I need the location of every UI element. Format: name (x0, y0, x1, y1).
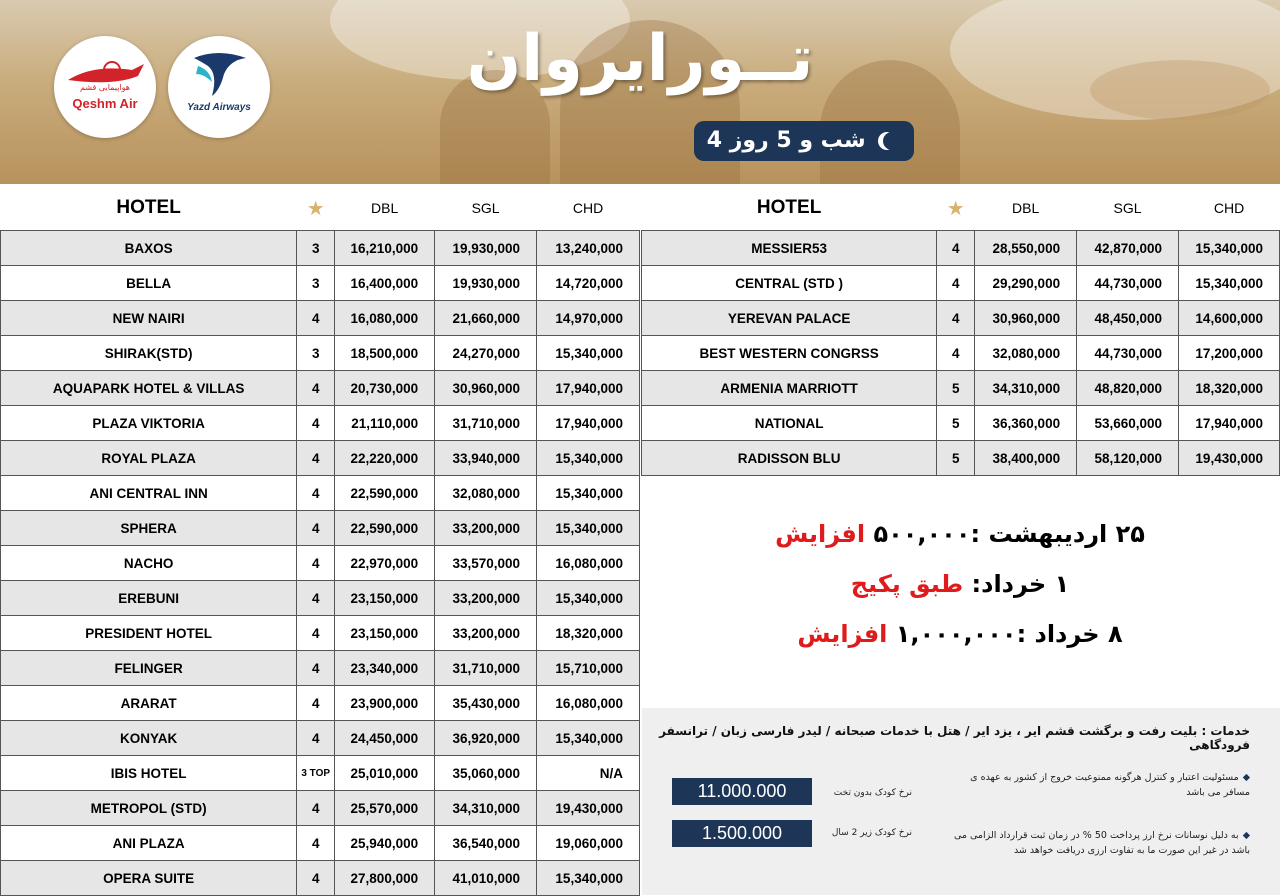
dbl-price-cell: 22,220,000 (335, 441, 435, 476)
hotel-name-cell: BAXOS (1, 231, 297, 266)
dbl-price-cell: 22,970,000 (335, 546, 435, 581)
hotel-name-cell: SPHERA (1, 511, 297, 546)
chd-price-cell: N/A (537, 756, 640, 791)
table-row (1, 266, 640, 301)
surcharge-tag: افزایش (775, 520, 866, 548)
star-rating-cell: 4 (937, 231, 975, 266)
star-rating-cell: 4 (297, 546, 335, 581)
hotel-name-cell: CENTRAL (STD ) (642, 266, 937, 301)
sgl-price-cell: 34,310,000 (435, 791, 537, 826)
surcharge-date: ۲۵ اردیبهشت : (970, 520, 1145, 548)
sgl-price-cell: 33,200,000 (435, 581, 537, 616)
duration-badge (694, 121, 914, 161)
hotel-rates-table-right (641, 186, 1280, 476)
column-header-sgl: SGL (435, 186, 537, 231)
star-rating-cell: 4 (297, 791, 335, 826)
star-rating-cell: 4 (297, 651, 335, 686)
hotel-rows-right (642, 231, 1280, 476)
sgl-price-cell: 36,920,000 (435, 721, 537, 756)
hotel-name-cell: ROYAL PLAZA (1, 441, 297, 476)
sgl-price-cell: 31,710,000 (435, 651, 537, 686)
star-rating-cell: 5 (937, 371, 975, 406)
table-row (1, 721, 640, 756)
disclaimer-item (950, 770, 1250, 800)
table-row (1, 301, 640, 336)
sgl-price-cell: 33,570,000 (435, 546, 537, 581)
star-rating-cell: 4 (937, 301, 975, 336)
sgl-price-cell: 21,660,000 (435, 301, 537, 336)
table-row (642, 336, 1280, 371)
chd-price-cell: 16,080,000 (537, 546, 640, 581)
dbl-price-cell: 25,940,000 (335, 826, 435, 861)
chd-price-cell: 15,340,000 (537, 581, 640, 616)
column-header-star (937, 186, 975, 231)
star-rating-cell: 5 (937, 406, 975, 441)
chd-price-cell: 19,430,000 (1179, 441, 1280, 476)
star-rating-cell: 4 (297, 616, 335, 651)
surcharge-line (660, 610, 1260, 660)
surcharge-line (660, 560, 1260, 610)
hotel-name-cell: RADISSON BLU (642, 441, 937, 476)
star-rating-cell: 4 (297, 371, 335, 406)
sgl-price-cell: 33,200,000 (435, 616, 537, 651)
column-header-sgl: SGL (1077, 186, 1179, 231)
dbl-price-cell: 16,400,000 (335, 266, 435, 301)
chd-price-cell: 15,340,000 (537, 721, 640, 756)
hotel-name-cell: NATIONAL (642, 406, 937, 441)
column-header-chd: CHD (1179, 186, 1280, 231)
star-rating-cell: 4 (937, 336, 975, 371)
sgl-price-cell: 41,010,000 (435, 861, 537, 896)
table-row (1, 441, 640, 476)
chd-price-cell: 17,940,000 (537, 406, 640, 441)
table-row (1, 756, 640, 791)
infant-price: 1.500.000 (672, 820, 812, 847)
footer-panel (642, 708, 1280, 895)
tour-title: تــورایروان (466, 22, 814, 96)
table-row (642, 231, 1280, 266)
sgl-price-cell: 30,960,000 (435, 371, 537, 406)
chd-price-cell: 13,240,000 (537, 231, 640, 266)
hotel-name-cell: OPERA SUITE (1, 861, 297, 896)
dbl-price-cell: 27,800,000 (335, 861, 435, 896)
chd-price-cell: 15,340,000 (1179, 231, 1280, 266)
dbl-price-cell: 25,010,000 (335, 756, 435, 791)
dbl-price-cell: 23,900,000 (335, 686, 435, 721)
star-rating-cell: 3 (297, 231, 335, 266)
surcharge-date: ۸ خرداد : (1016, 620, 1123, 648)
services-text: خدمات : بلیت رفت و برگشت قشم ایر ، یزد ایر / هتل با خدمات صبحانه / لیدر فارسی زبان / ترانسفر فرودگاهی (659, 724, 1250, 752)
chd-price-cell: 15,710,000 (537, 651, 640, 686)
chd-price-cell: 15,340,000 (537, 441, 640, 476)
sgl-price-cell: 48,450,000 (1077, 301, 1179, 336)
dbl-price-cell: 21,110,000 (335, 406, 435, 441)
chd-price-cell: 14,720,000 (537, 266, 640, 301)
hotel-name-cell: SHIRAK(STD) (1, 336, 297, 371)
chd-price-cell: 17,200,000 (1179, 336, 1280, 371)
sgl-price-cell: 58,120,000 (1077, 441, 1179, 476)
star-rating-cell: 4 (297, 861, 335, 896)
dbl-price-cell: 22,590,000 (335, 511, 435, 546)
column-header-dbl: DBL (975, 186, 1077, 231)
chd-price-cell: 19,430,000 (537, 791, 640, 826)
dbl-price-cell: 36,360,000 (975, 406, 1077, 441)
child-no-bed-price: 11.000.000 (672, 778, 812, 805)
qeshm-air-name-fa: هواپیمایی قشم (80, 83, 130, 92)
dbl-price-cell: 23,150,000 (335, 581, 435, 616)
chd-price-cell: 14,600,000 (1179, 301, 1280, 336)
sgl-price-cell: 42,870,000 (1077, 231, 1179, 266)
dbl-price-cell: 25,570,000 (335, 791, 435, 826)
sgl-price-cell: 53,660,000 (1077, 406, 1179, 441)
table-row (1, 371, 640, 406)
hotel-name-cell: BELLA (1, 266, 297, 301)
sgl-price-cell: 35,430,000 (435, 686, 537, 721)
chd-price-cell: 19,060,000 (537, 826, 640, 861)
chd-price-cell: 15,340,000 (537, 861, 640, 896)
chd-price-cell: 14,970,000 (537, 301, 640, 336)
table-row (1, 581, 640, 616)
sgl-price-cell: 36,540,000 (435, 826, 537, 861)
table-row (642, 266, 1280, 301)
surcharge-line (660, 510, 1260, 560)
star-rating-cell: 5 (937, 441, 975, 476)
infant-label: نرخ کودک زیر 2 سال (831, 828, 912, 838)
table-row (642, 406, 1280, 441)
sgl-price-cell: 24,270,000 (435, 336, 537, 371)
dbl-price-cell: 16,210,000 (335, 231, 435, 266)
duration-text: 4 شب و 5 روز (706, 128, 866, 153)
table-row (1, 686, 640, 721)
star-rating-cell: 4 (297, 686, 335, 721)
dbl-price-cell: 32,080,000 (975, 336, 1077, 371)
table-row (1, 791, 640, 826)
child-no-bed-label: نرخ کودک بدون تخت (833, 788, 912, 798)
chd-price-cell: 16,080,000 (537, 686, 640, 721)
hotel-rows-left (1, 231, 640, 896)
dbl-price-cell: 23,340,000 (335, 651, 435, 686)
table-row (1, 826, 640, 861)
hotel-name-cell: BEST WESTERN CONGRSS (642, 336, 937, 371)
column-header-star (297, 186, 335, 231)
sgl-price-cell: 33,940,000 (435, 441, 537, 476)
table-row (1, 406, 640, 441)
star-icon: ★ (306, 197, 325, 220)
surcharge-tag: افزایش (797, 620, 888, 648)
chd-price-cell: 15,340,000 (537, 476, 640, 511)
surcharge-amount: ۱,۰۰۰,۰۰۰ (887, 620, 1017, 648)
hotel-name-cell: YEREVAN PALACE (642, 301, 937, 336)
hotel-name-cell: PLAZA VIKTORIA (1, 406, 297, 441)
hotel-name-cell: ANI PLAZA (1, 826, 297, 861)
sgl-price-cell: 48,820,000 (1077, 371, 1179, 406)
hotel-name-cell: ARMENIA MARRIOTT (642, 371, 937, 406)
hotel-name-cell: MESSIER53 (642, 231, 937, 266)
chd-price-cell: 15,340,000 (1179, 266, 1280, 301)
surcharge-amount: ۵۰۰,۰۰۰ (865, 520, 971, 548)
sgl-price-cell: 44,730,000 (1077, 266, 1179, 301)
bullet-icon: ◆ (1242, 772, 1250, 783)
surcharge-notes (660, 510, 1260, 660)
qeshm-air-name: Qeshm Air (72, 96, 138, 111)
dbl-price-cell: 16,080,000 (335, 301, 435, 336)
dbl-price-cell: 20,730,000 (335, 371, 435, 406)
star-rating-cell: 4 (297, 441, 335, 476)
bullet-icon: ◆ (1242, 830, 1250, 841)
dbl-price-cell: 22,590,000 (335, 476, 435, 511)
column-header-dbl: DBL (335, 186, 435, 231)
header-banner (0, 0, 1280, 184)
table-row (642, 441, 1280, 476)
hotel-name-cell: IBIS HOTEL (1, 756, 297, 791)
star-rating-cell: 3 TOP (297, 756, 335, 791)
table-row (642, 301, 1280, 336)
surcharge-date: ۱ خرداد: (963, 570, 1070, 598)
sgl-price-cell: 19,930,000 (435, 266, 537, 301)
sgl-price-cell: 33,200,000 (435, 511, 537, 546)
hotel-name-cell: NACHO (1, 546, 297, 581)
yazd-airways-name: Yazd Airways (187, 102, 251, 113)
qeshm-air-logo (54, 36, 156, 138)
chd-price-cell: 18,320,000 (1179, 371, 1280, 406)
dbl-price-cell: 38,400,000 (975, 441, 1077, 476)
sgl-price-cell: 44,730,000 (1077, 336, 1179, 371)
hotel-name-cell: EREBUNI (1, 581, 297, 616)
sgl-price-cell: 32,080,000 (435, 476, 537, 511)
table-row (1, 336, 640, 371)
chd-price-cell: 18,320,000 (537, 616, 640, 651)
dbl-price-cell: 23,150,000 (335, 616, 435, 651)
star-rating-cell: 4 (297, 511, 335, 546)
star-rating-cell: 4 (937, 266, 975, 301)
table-row (1, 231, 640, 266)
star-rating-cell: 4 (297, 476, 335, 511)
dbl-price-cell: 24,450,000 (335, 721, 435, 756)
moon-icon (883, 132, 901, 150)
star-rating-cell: 3 (297, 336, 335, 371)
wing-icon (168, 44, 270, 104)
star-rating-cell: 3 (297, 266, 335, 301)
cloud-decoration (1090, 60, 1270, 120)
star-rating-cell: 4 (297, 301, 335, 336)
dbl-price-cell: 18,500,000 (335, 336, 435, 371)
chd-price-cell: 17,940,000 (537, 371, 640, 406)
hotel-name-cell: KONYAK (1, 721, 297, 756)
hotel-name-cell: ARARAT (1, 686, 297, 721)
table-row (1, 616, 640, 651)
table-row (1, 651, 640, 686)
hotel-name-cell: NEW NAIRI (1, 301, 297, 336)
disclaimer-item (950, 828, 1250, 858)
column-header-chd: CHD (537, 186, 640, 231)
column-header-hotel: HOTEL (1, 186, 297, 231)
star-rating-cell: 4 (297, 406, 335, 441)
yazd-airways-logo (168, 36, 270, 138)
chd-price-cell: 15,340,000 (537, 511, 640, 546)
chd-price-cell: 17,940,000 (1179, 406, 1280, 441)
hotel-name-cell: FELINGER (1, 651, 297, 686)
star-rating-cell: 4 (297, 826, 335, 861)
table-row (1, 546, 640, 581)
dbl-price-cell: 34,310,000 (975, 371, 1077, 406)
table-row (1, 511, 640, 546)
hotel-name-cell: METROPOL (STD) (1, 791, 297, 826)
sgl-price-cell: 35,060,000 (435, 756, 537, 791)
star-rating-cell: 4 (297, 581, 335, 616)
sgl-price-cell: 31,710,000 (435, 406, 537, 441)
table-row (1, 476, 640, 511)
hotel-name-cell: ANI CENTRAL INN (1, 476, 297, 511)
hotel-name-cell: PRESIDENT HOTEL (1, 616, 297, 651)
disclaimer-text: به دلیل نوسانات نرخ ارز پرداخت 50 % در زمان ثبت قرارداد الزامی می باشد در غیر این صورت ما به تفاوت ارزی دریافت خواهد شد (953, 830, 1250, 856)
sgl-price-cell: 19,930,000 (435, 231, 537, 266)
dbl-price-cell: 28,550,000 (975, 231, 1077, 266)
column-header-hotel: HOTEL (642, 186, 937, 231)
disclaimer-text: مسئولیت اعتبار و کنترل هرگونه ممنوعیت خروج از کشور به عهده ی مسافر می باشد (970, 772, 1250, 798)
dbl-price-cell: 29,290,000 (975, 266, 1077, 301)
star-rating-cell: 4 (297, 721, 335, 756)
table-row (1, 861, 640, 896)
table-row (642, 371, 1280, 406)
hotel-rates-table-left (0, 186, 640, 896)
dbl-price-cell: 30,960,000 (975, 301, 1077, 336)
hotel-name-cell: AQUAPARK HOTEL & VILLAS (1, 371, 297, 406)
star-icon: ★ (946, 197, 965, 220)
chd-price-cell: 15,340,000 (537, 336, 640, 371)
surcharge-tag: طبق پکیج (850, 570, 964, 598)
